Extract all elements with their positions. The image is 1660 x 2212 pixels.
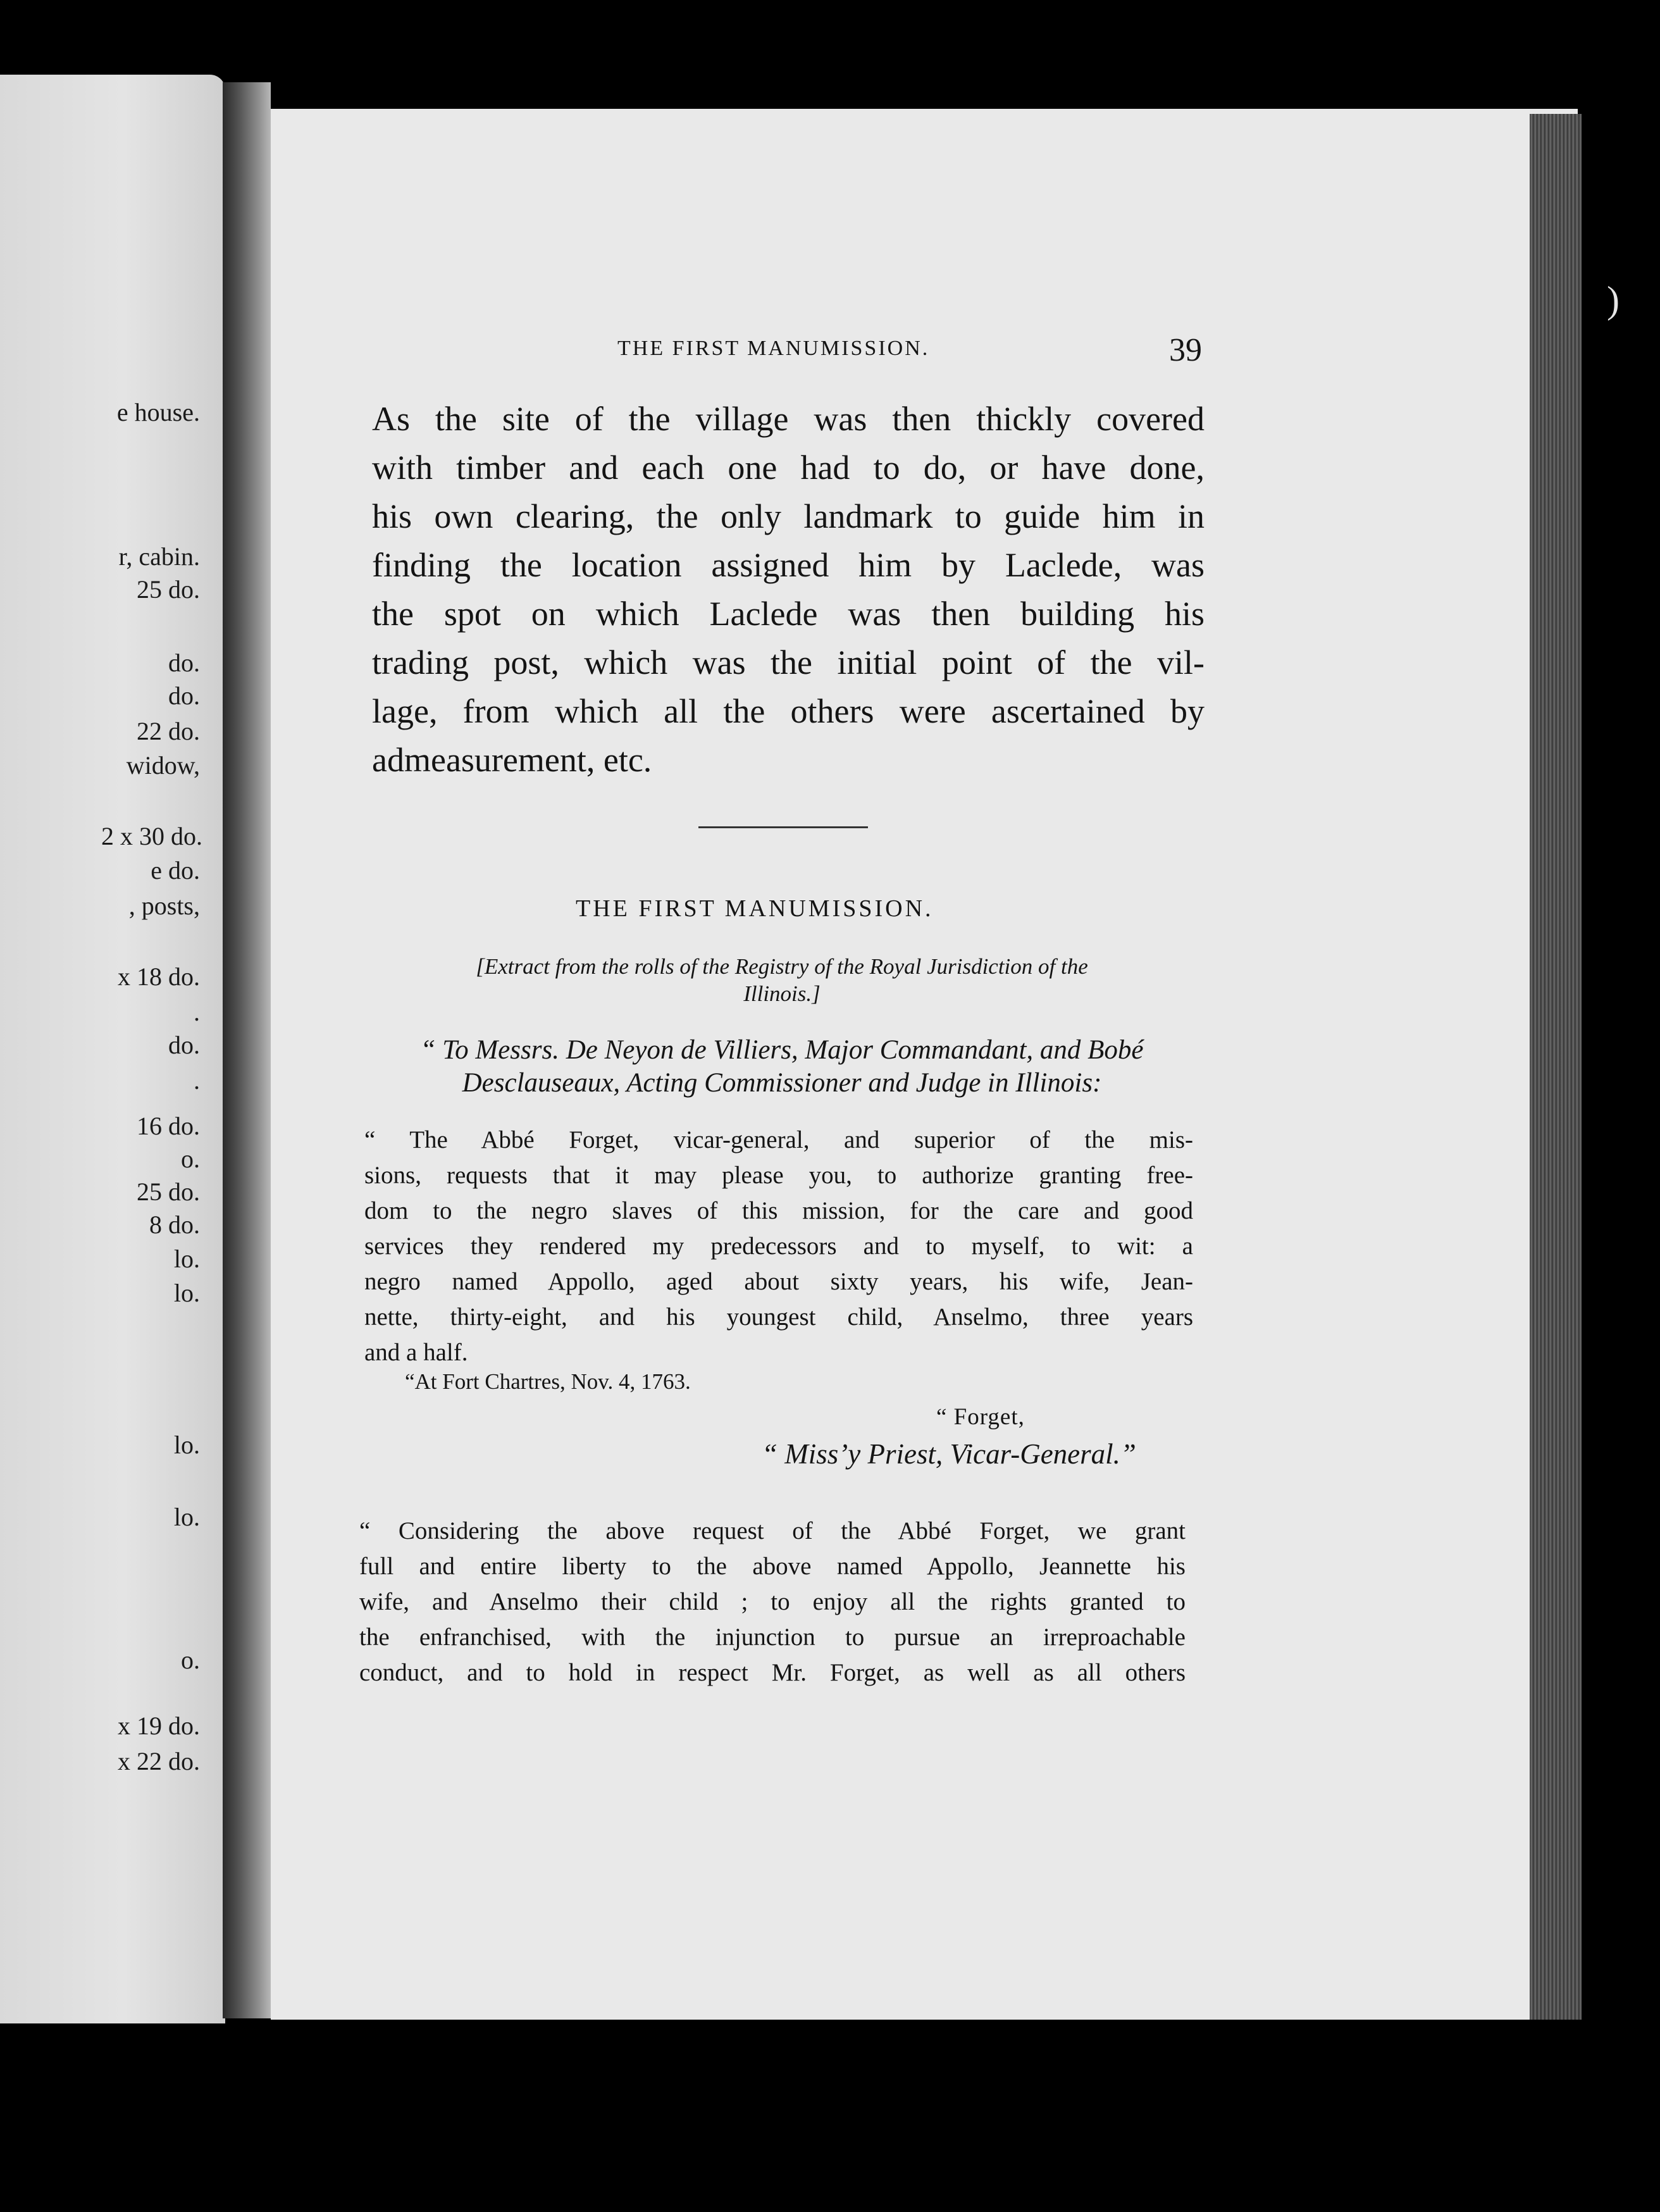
left-page-fragment: lo.: [173, 1279, 200, 1307]
left-page-fragment: e do.: [151, 856, 200, 885]
left-page-fragment: 25 do.: [137, 575, 200, 604]
running-header: THE FIRST MANUMISSION.: [617, 337, 930, 360]
text-line: full and entire liberty to the above named Appollo, Jeannette his: [359, 1553, 1186, 1580]
text-line: As the site of the village was then thickly covered: [372, 400, 1205, 438]
left-page-fragment: r, cabin.: [118, 542, 200, 571]
text-line: negro named Appollo, aged about sixty years, his wife, Jean-: [364, 1268, 1193, 1295]
signature-title: “ Miss’y Priest, Vicar-General.”: [762, 1438, 1136, 1470]
left-page-fragment: 22 do.: [137, 717, 200, 745]
section-title: THE FIRST MANUMISSION.: [576, 895, 934, 922]
scan-artifact: ): [1607, 279, 1620, 321]
text-line: his own clearing, the only landmark to guide him in: [372, 497, 1205, 535]
request-paragraph: [364, 1122, 1193, 1370]
text-line: admeasurement, etc.: [372, 741, 652, 779]
left-page-fragment: x 18 do.: [118, 962, 200, 991]
text-line: finding the location assigned him by Laclede, was: [372, 546, 1205, 584]
left-page-fragment: x 22 do.: [118, 1747, 200, 1775]
text-line: “ To Messrs. De Neyon de Villiers, Major Commandant, and Bobé: [420, 1035, 1144, 1065]
address-heading: [364, 1034, 1199, 1100]
left-page-fragment: 8 do.: [149, 1210, 200, 1239]
left-page-fragment: , posts,: [128, 892, 200, 920]
page-fore-edge: [1530, 114, 1582, 2020]
text-line: “ Considering the above request of the Abbé Forget, we grant: [359, 1517, 1186, 1544]
page-number: 39: [1169, 332, 1202, 368]
signature-name: “ Forget,: [936, 1404, 1025, 1430]
left-page-fragment: e house.: [116, 398, 200, 426]
text-line: dom to the negro slaves of this mission, for the care and good: [364, 1197, 1193, 1224]
left-page-fragment: 25 do.: [137, 1177, 200, 1206]
text-line: conduct, and to hold in respect Mr. Forget, as well as all others: [359, 1659, 1186, 1686]
left-page-fragment: 2 x 30 do.: [101, 822, 202, 850]
left-page-fragment: o.: [181, 1145, 200, 1173]
text-line: the spot on which Laclede was then building his: [372, 595, 1205, 633]
text-line: nette, thirty-eight, and his youngest child, Anselmo, three years: [364, 1303, 1193, 1331]
left-page-fragment: lo.: [173, 1245, 200, 1273]
text-line: Desclauseaux, Acting Commissioner and Judge in Illinois:: [462, 1068, 1102, 1098]
left-page-fragment: lo.: [173, 1431, 200, 1459]
text-line: “ The Abbé Forget, vicar-general, and superior of the mis-: [364, 1126, 1193, 1153]
text-line: services they rendered my predecessors and to myself, to wit: a: [364, 1233, 1193, 1260]
left-page-fragment: 16 do.: [137, 1112, 200, 1140]
left-page-fragment: do.: [168, 649, 200, 677]
text-line: wife, and Anselmo their child ; to enjoy all the rights granted to: [359, 1588, 1186, 1615]
left-page-fragment: .: [194, 998, 200, 1026]
left-page-fragment: .: [194, 1066, 200, 1095]
text-line: the enfranchised, with the injunction to pursue an irreproachable: [359, 1624, 1186, 1651]
text-line: lage, from which all the others were ascertained by: [372, 692, 1205, 730]
text-line: trading post, which was the initial point of the vil-: [372, 643, 1205, 681]
left-page-fragment: do.: [168, 681, 200, 710]
text-line: with timber and each one had to do, or have done,: [372, 449, 1205, 487]
date-line: “At Fort Chartres, Nov. 4, 1763.: [405, 1369, 691, 1394]
book-gutter: [223, 82, 271, 2018]
text-line: sions, requests that it may please you, to authorize granting free-: [364, 1162, 1193, 1189]
text-line: and a half.: [364, 1339, 468, 1366]
left-page-fragment: x 19 do.: [118, 1712, 200, 1740]
left-page-fragment: o.: [181, 1646, 200, 1674]
section-divider: [698, 826, 868, 828]
grant-paragraph: [359, 1513, 1186, 1691]
left-page-fragment: lo.: [173, 1503, 200, 1531]
text-line: Illinois.]: [743, 981, 821, 1006]
left-page-fragment: widow,: [126, 751, 200, 780]
extract-note: [364, 953, 1199, 1007]
body-paragraph: [372, 395, 1205, 785]
text-line: [Extract from the rolls of the Registry of the Royal Jurisdiction of the: [476, 954, 1088, 979]
left-page-fragment: do.: [168, 1031, 200, 1059]
